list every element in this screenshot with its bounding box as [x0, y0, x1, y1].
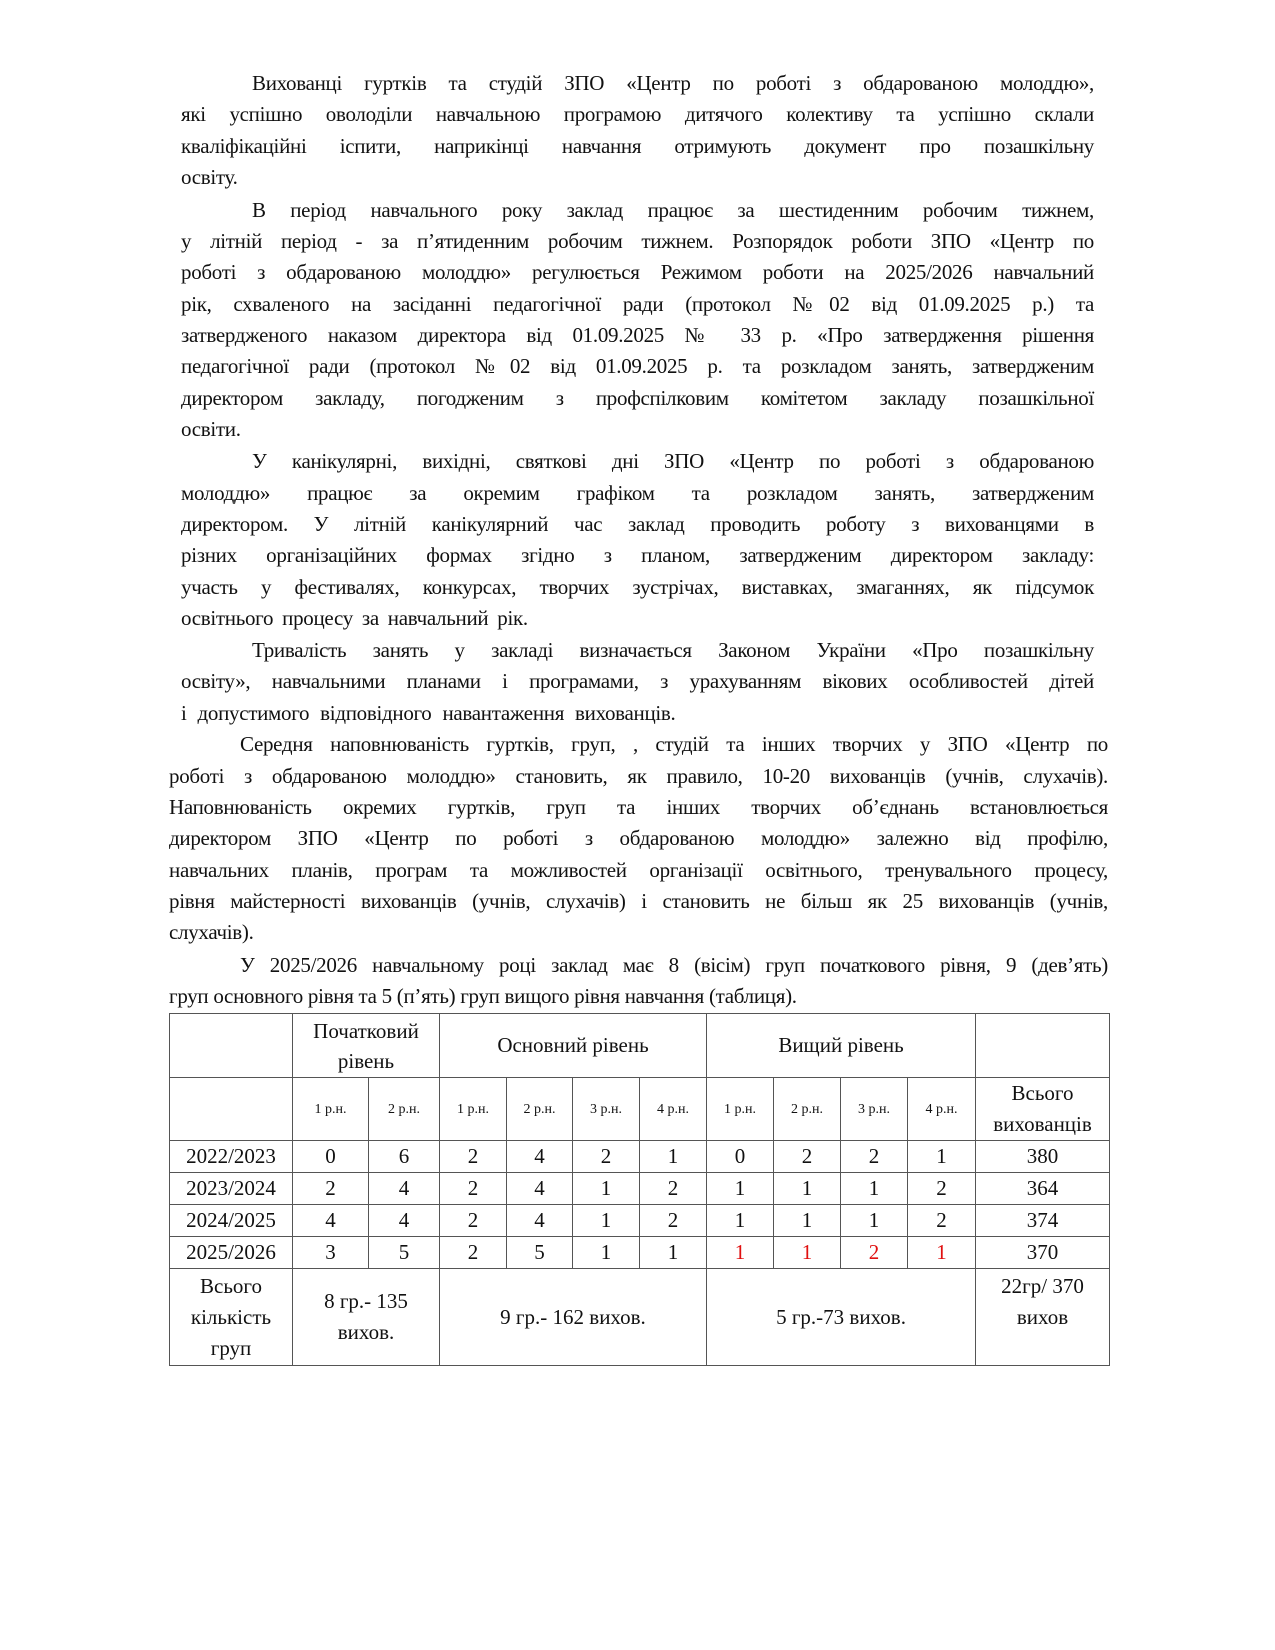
paragraph-5-line-5: навчальних планів, програм та можливостей організації освітнього, тренувального процесу,	[169, 858, 1108, 882]
subheader-empty-cell	[170, 1078, 293, 1141]
cell-highlighted: 2	[841, 1237, 908, 1269]
paragraph-1-line-4: освіту.	[181, 165, 238, 189]
row-total: 380	[976, 1141, 1110, 1173]
paragraph-2-line-2: у літній період - за п’ятиденним робочим тижнем. Розпорядок роботи ЗПО «Центр по	[181, 229, 1094, 253]
row-year: 2025/2026	[170, 1237, 293, 1269]
paragraph-6-line-2: груп основного рівня та 5 (п’ять) груп вищого рівня навчання (таблиця).	[169, 984, 797, 1008]
cell: 2	[908, 1205, 976, 1237]
paragraph-2-line-6: педагогічної ради (протокол №02 від 01.09.2025 р. та розкладом занять, затвердженим	[181, 354, 1094, 378]
row-year: 2023/2024	[170, 1173, 293, 1205]
cell: 1	[640, 1141, 707, 1173]
cell: 1	[841, 1205, 908, 1237]
table-header-row-years	[170, 1078, 1110, 1141]
paragraph-5-line-3: Наповнюваність окремих гуртків, груп та інших творчих об’єднань встановлюється	[169, 795, 1108, 819]
subheader-basic-4: 4 р.н.	[640, 1078, 707, 1141]
row-total: 364	[976, 1173, 1110, 1205]
cell: 2	[440, 1205, 507, 1237]
cell: 2	[640, 1205, 707, 1237]
cell: 1	[640, 1237, 707, 1269]
cell: 5	[507, 1237, 573, 1269]
cell: 1	[774, 1173, 841, 1205]
paragraph-3-line-2: молоддю» працює за окремим графіком та розкладом занять, затвердженим	[181, 481, 1094, 505]
paragraph-2-line-7: директором закладу, погодженим з профспілковим комітетом закладу позашкільної	[181, 386, 1094, 410]
paragraph-3-line-1: У канікулярні, вихідні, святкові дні ЗПО «Центр по роботі з обдарованою	[252, 449, 1094, 473]
paragraph-2-line-4: рік, схваленого на засіданні педагогічної ради (протокол №02 від 01.09.2025 р.) та	[181, 292, 1094, 316]
paragraph-1-line-3: кваліфікаційні іспити, наприкінці навчання отримують документ про позашкільну	[181, 134, 1094, 158]
paragraph-2-line-5: затвердженого наказом директора від 01.09.2025 № 33 р. «Про затвердження рішення	[181, 323, 1094, 347]
header-initial-level: Початковий рівень	[293, 1014, 440, 1078]
table-row	[170, 1141, 1110, 1173]
table-header-row-levels	[170, 1014, 1110, 1078]
cell: 2	[908, 1173, 976, 1205]
paragraph-5-line-4: директором ЗПО «Центр по роботі з обдарованою молоддю» залежно від профілю,	[169, 826, 1108, 850]
cell: 2	[573, 1141, 640, 1173]
cell-highlighted: 1	[707, 1237, 774, 1269]
subheader-total: Всього вихованців	[976, 1078, 1110, 1141]
cell: 1	[774, 1205, 841, 1237]
paragraph-5-line-6: рівня майстерності вихованців (учнів, слухачів) і становить не більш як 25 вихованців (учнів,	[169, 889, 1108, 913]
paragraph-5-line-7: слухачів).	[169, 920, 254, 944]
header-basic-level: Основний рівень	[440, 1014, 707, 1078]
header-empty-cell	[170, 1014, 293, 1078]
paragraph-3-line-3: директором. У літній канікулярний час заклад проводить роботу з вихованцями в	[181, 512, 1094, 536]
summary-initial: 8 гр.- 135 вихов.	[293, 1269, 440, 1366]
cell: 1	[573, 1237, 640, 1269]
summary-higher: 5 гр.-73 вихов.	[707, 1269, 976, 1366]
paragraph-6-line-1: У 2025/2026 навчальному році заклад має 8 (вісім) груп початкового рівня, 9 (дев’ять)	[240, 953, 1108, 977]
subheader-basic-2: 2 р.н.	[507, 1078, 573, 1141]
subheader-higher-1: 1 р.н.	[707, 1078, 774, 1141]
paragraph-5-line-1: Середня наповнюваність гуртків, груп, , студій та інших творчих у ЗПО «Центр по	[240, 732, 1108, 756]
summary-label: Всього кількість груп	[170, 1269, 293, 1366]
paragraph-5-line-2: роботі з обдарованою молоддю» становить, як правило, 10-20 вихованців (учнів, слухачів).	[169, 764, 1108, 788]
paragraph-1-line-2: які успішно оволоділи навчальною програмою дитячого колективу та успішно склали	[181, 102, 1094, 126]
table-summary-row	[170, 1269, 1110, 1366]
groups-table	[169, 1013, 1110, 1366]
paragraph-4-line-2: освіту», навчальними планами і програмами, з урахуванням вікових особливостей дітей	[181, 669, 1094, 693]
subheader-higher-4: 4 р.н.	[908, 1078, 976, 1141]
summary-total: 22гр/ 370 вихов	[976, 1269, 1110, 1366]
cell: 1	[573, 1173, 640, 1205]
row-total: 370	[976, 1237, 1110, 1269]
row-year: 2024/2025	[170, 1205, 293, 1237]
table-row	[170, 1205, 1110, 1237]
cell: 1	[841, 1173, 908, 1205]
cell-highlighted: 1	[774, 1237, 841, 1269]
cell: 2	[440, 1141, 507, 1173]
cell: 1	[707, 1205, 774, 1237]
subheader-initial-1: 1 р.н.	[293, 1078, 369, 1141]
cell: 5	[369, 1237, 440, 1269]
cell: 3	[293, 1237, 369, 1269]
cell: 4	[507, 1205, 573, 1237]
cell: 2	[440, 1173, 507, 1205]
cell: 2	[640, 1173, 707, 1205]
paragraph-2-line-3: роботі з обдарованою молоддю» регулюється Режимом роботи на 2025/2026 навчальний	[181, 260, 1094, 284]
paragraph-3-line-4: різних організаційних формах згідно з планом, затвердженим директором закладу:	[181, 543, 1094, 567]
cell: 1	[707, 1173, 774, 1205]
paragraph-4-line-1: Тривалість занять у закладі визначається Законом України «Про позашкільну	[252, 638, 1094, 662]
paragraph-2-line-1: В період навчального року заклад працює за шестиденним робочим тижнем,	[252, 198, 1094, 222]
cell: 6	[369, 1141, 440, 1173]
cell: 1	[908, 1141, 976, 1173]
header-empty-total-cell	[976, 1014, 1110, 1078]
cell: 0	[707, 1141, 774, 1173]
subheader-basic-3: 3 р.н.	[573, 1078, 640, 1141]
cell: 2	[293, 1173, 369, 1205]
paragraph-3-line-6: освітнього процесу за навчальний рік.	[181, 606, 528, 630]
cell: 1	[573, 1205, 640, 1237]
header-higher-level: Вищий рівень	[707, 1014, 976, 1078]
cell-highlighted: 1	[908, 1237, 976, 1269]
subheader-basic-1: 1 р.н.	[440, 1078, 507, 1141]
cell: 2	[774, 1141, 841, 1173]
cell: 4	[507, 1141, 573, 1173]
row-total: 374	[976, 1205, 1110, 1237]
table-row	[170, 1173, 1110, 1205]
cell: 4	[369, 1205, 440, 1237]
subheader-initial-2: 2 р.н.	[369, 1078, 440, 1141]
paragraph-3-line-5: участь у фестивалях, конкурсах, творчих зустрічах, виставках, змаганнях, як підсумок	[181, 575, 1094, 599]
row-year: 2022/2023	[170, 1141, 293, 1173]
cell: 0	[293, 1141, 369, 1173]
table-row	[170, 1237, 1110, 1269]
paragraph-4-line-3: і допустимого відповідного навантаження вихованців.	[181, 701, 676, 725]
paragraph-1-line-1: Вихованці гуртків та студій ЗПО «Центр по роботі з обдарованою молоддю»,	[252, 71, 1094, 95]
cell: 2	[841, 1141, 908, 1173]
subheader-higher-3: 3 р.н.	[841, 1078, 908, 1141]
cell: 4	[507, 1173, 573, 1205]
subheader-higher-2: 2 р.н.	[774, 1078, 841, 1141]
cell: 2	[440, 1237, 507, 1269]
summary-basic: 9 гр.- 162 вихов.	[440, 1269, 707, 1366]
cell: 4	[293, 1205, 369, 1237]
cell: 4	[369, 1173, 440, 1205]
paragraph-2-line-8: освіти.	[181, 417, 241, 441]
